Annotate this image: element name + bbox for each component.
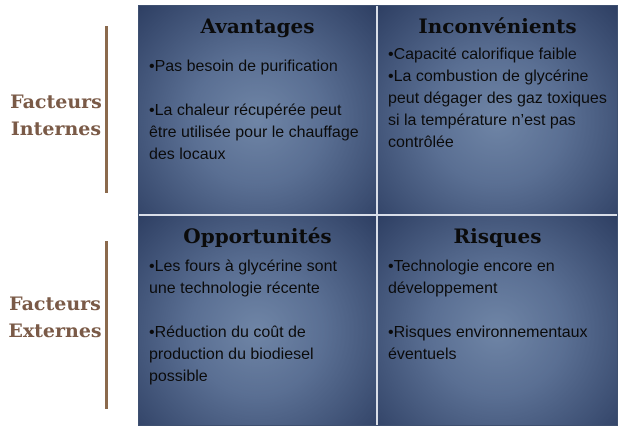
quadrant-inconvenients bbox=[378, 6, 617, 216]
bullet-item: •La chaleur récupérée peut être utilisée pour le chauffage des locaux bbox=[149, 102, 359, 163]
quadrant-opportunites bbox=[139, 216, 378, 425]
quadrant-risques bbox=[378, 216, 617, 425]
quadrant-avantages bbox=[139, 6, 378, 216]
bullet-item: •Les fours à glycérine sont une technologie récente bbox=[149, 258, 337, 297]
row-label-internes: Facteurs Internes bbox=[10, 91, 102, 140]
bracket-internes bbox=[105, 26, 108, 193]
bullet-item: •Pas besoin de purification bbox=[149, 58, 338, 75]
bracket-externes bbox=[105, 241, 108, 409]
quadrant-title-risques: Risques bbox=[453, 224, 542, 248]
bullet-list-risques bbox=[388, 256, 609, 388]
bullet-list-inconvenients bbox=[388, 44, 609, 154]
swot-grid bbox=[139, 6, 617, 425]
bullet-list-opportunites bbox=[149, 256, 368, 410]
bullet-list-avantages bbox=[149, 56, 368, 188]
bullet-item: •Capacité calorifique faible bbox=[388, 46, 577, 63]
bullet-item: •Technologie encore en développement bbox=[388, 258, 555, 297]
row-label-externes: Facteurs Externes bbox=[8, 293, 102, 342]
quadrant-title-avantages: Avantages bbox=[200, 14, 315, 38]
quadrant-title-inconvenients: Inconvénients bbox=[418, 14, 577, 38]
bullet-item: •Réduction du coût de production du biodiesel possible bbox=[149, 324, 314, 385]
bullet-item: •Risques environnementaux éventuels bbox=[388, 324, 588, 363]
bullet-item: •La combustion de glycérine peut dégager des gaz toxiques si la température n’est pas contrôlée bbox=[388, 68, 607, 151]
quadrant-title-opportunites: Opportunités bbox=[183, 224, 332, 248]
